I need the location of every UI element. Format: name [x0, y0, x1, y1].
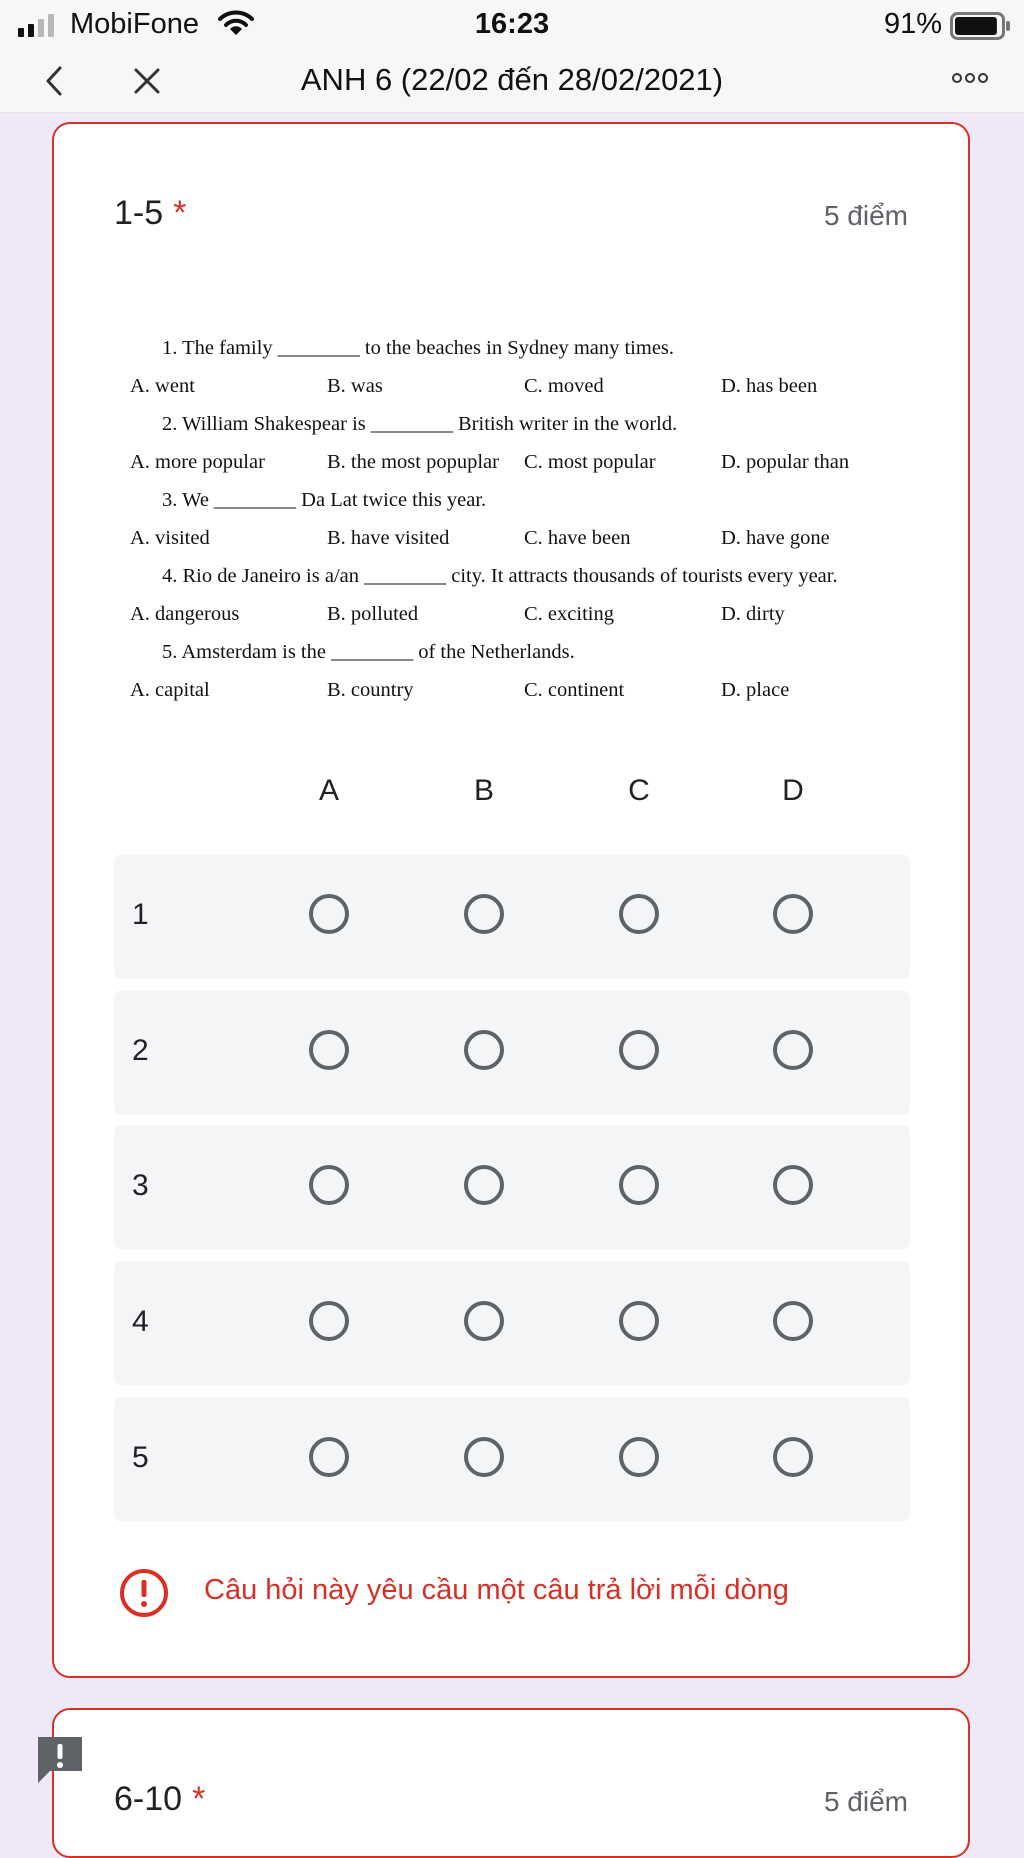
option-text: C. moved: [524, 375, 604, 397]
status-bar: [0, 0, 1024, 50]
row-label: 5: [132, 1441, 149, 1474]
option-row: [130, 367, 930, 405]
option-text: D. place: [721, 679, 790, 701]
error-message: Câu hỏi này yêu cầu một câu trả lời mỗi dòng: [204, 1574, 789, 1606]
question-sentence: 3. We ________ Da Lat twice this year.: [162, 489, 487, 511]
question-title: [114, 1780, 205, 1819]
radio-row1-a[interactable]: [309, 894, 349, 934]
column-header-d: D: [782, 774, 804, 807]
radio-row3-b[interactable]: [464, 1165, 504, 1205]
option-row: [130, 595, 930, 633]
question-points: 5 điểm: [823, 1786, 908, 1817]
option-text: A. went: [130, 375, 195, 397]
row-label: 2: [132, 1034, 149, 1067]
option-text: A. capital: [130, 679, 210, 701]
option-text: B. country: [327, 679, 414, 701]
row-label: 3: [132, 1169, 149, 1202]
radio-row3-d[interactable]: [773, 1165, 813, 1205]
grid-row-2: [114, 990, 910, 1115]
option-text: A. more popular: [130, 451, 265, 473]
option-text: A. dangerous: [130, 603, 240, 625]
column-header-b: B: [473, 774, 494, 807]
report-feedback-icon[interactable]: [34, 1733, 86, 1790]
radio-row2-c[interactable]: [619, 1030, 659, 1070]
radio-row4-c[interactable]: [619, 1301, 659, 1341]
column-header-a: A: [318, 774, 339, 807]
grid-column-headers: [54, 774, 968, 824]
question-title-text: 1-5: [114, 194, 164, 232]
row-label: 1: [132, 898, 149, 931]
option-text: D. have gone: [721, 527, 830, 549]
radio-row3-a[interactable]: [309, 1165, 349, 1205]
option-text: D. popular than: [721, 451, 850, 473]
error-icon: [118, 1567, 170, 1624]
option-text: C. most popular: [524, 451, 656, 473]
option-text: C. have been: [524, 527, 631, 549]
grid-row-5: [114, 1397, 910, 1522]
carrier-name: MobiFone: [70, 8, 199, 40]
option-row: [130, 443, 930, 481]
nav-bar: [0, 50, 1024, 113]
radio-row1-c[interactable]: [619, 894, 659, 934]
question-sentence: 4. Rio de Janeiro is a/an ________ city. It attracts thousands of tourists every year.: [162, 565, 838, 587]
option-row: [130, 671, 930, 709]
radio-row4-a[interactable]: [309, 1301, 349, 1341]
option-text: B. was: [327, 375, 383, 397]
radio-row1-d[interactable]: [773, 894, 813, 934]
radio-row2-d[interactable]: [773, 1030, 813, 1070]
option-text: D. has been: [721, 375, 818, 397]
radio-row1-b[interactable]: [464, 894, 504, 934]
option-text: C. exciting: [524, 603, 614, 625]
question-points: 5 điểm: [823, 200, 908, 231]
radio-row2-a[interactable]: [309, 1030, 349, 1070]
column-header-c: C: [628, 774, 650, 807]
radio-row4-d[interactable]: [773, 1301, 813, 1341]
option-text: B. have visited: [327, 527, 450, 549]
option-text: C. continent: [524, 679, 625, 701]
radio-row5-b[interactable]: [464, 1437, 504, 1477]
radio-row4-b[interactable]: [464, 1301, 504, 1341]
question-sentence: 1. The family ________ to the beaches in Sydney many times.: [162, 337, 675, 359]
question-sentence: 5. Amsterdam is the ________ of the Netherlands.: [162, 641, 575, 663]
row-label: 4: [132, 1305, 149, 1338]
required-mark: *: [192, 1780, 206, 1818]
grid-row-3: [114, 1125, 910, 1250]
question-sentence: 2. William Shakespear is ________ British writer in the world.: [162, 413, 678, 435]
grid-row-4: [114, 1261, 910, 1386]
page-title: ANH 6 (22/02 đến 28/02/2021): [300, 62, 724, 97]
radio-row3-c[interactable]: [619, 1165, 659, 1205]
more-dots-icon[interactable]: [950, 70, 990, 91]
question-title-text: 6-10: [114, 1780, 183, 1818]
required-mark: *: [173, 194, 187, 232]
radio-row5-a[interactable]: [309, 1437, 349, 1477]
grid-row-1: [114, 854, 910, 979]
option-text: A. visited: [130, 527, 210, 549]
battery-icon: [950, 12, 1012, 45]
option-row: [130, 519, 930, 557]
radio-row5-d[interactable]: [773, 1437, 813, 1477]
option-text: B. polluted: [327, 603, 419, 625]
question-card: [52, 122, 970, 1678]
radio-row2-b[interactable]: [464, 1030, 504, 1070]
question-title: [114, 194, 186, 233]
option-text: B. the most popuplar: [327, 451, 499, 473]
validation-error: [118, 1564, 918, 1620]
radio-row5-c[interactable]: [619, 1437, 659, 1477]
question-image-text: [130, 329, 930, 709]
question-card-2: [52, 1708, 970, 1858]
option-text: D. dirty: [721, 603, 785, 625]
battery-percentage: 91%: [884, 8, 943, 40]
clock: 16:23: [474, 8, 550, 40]
